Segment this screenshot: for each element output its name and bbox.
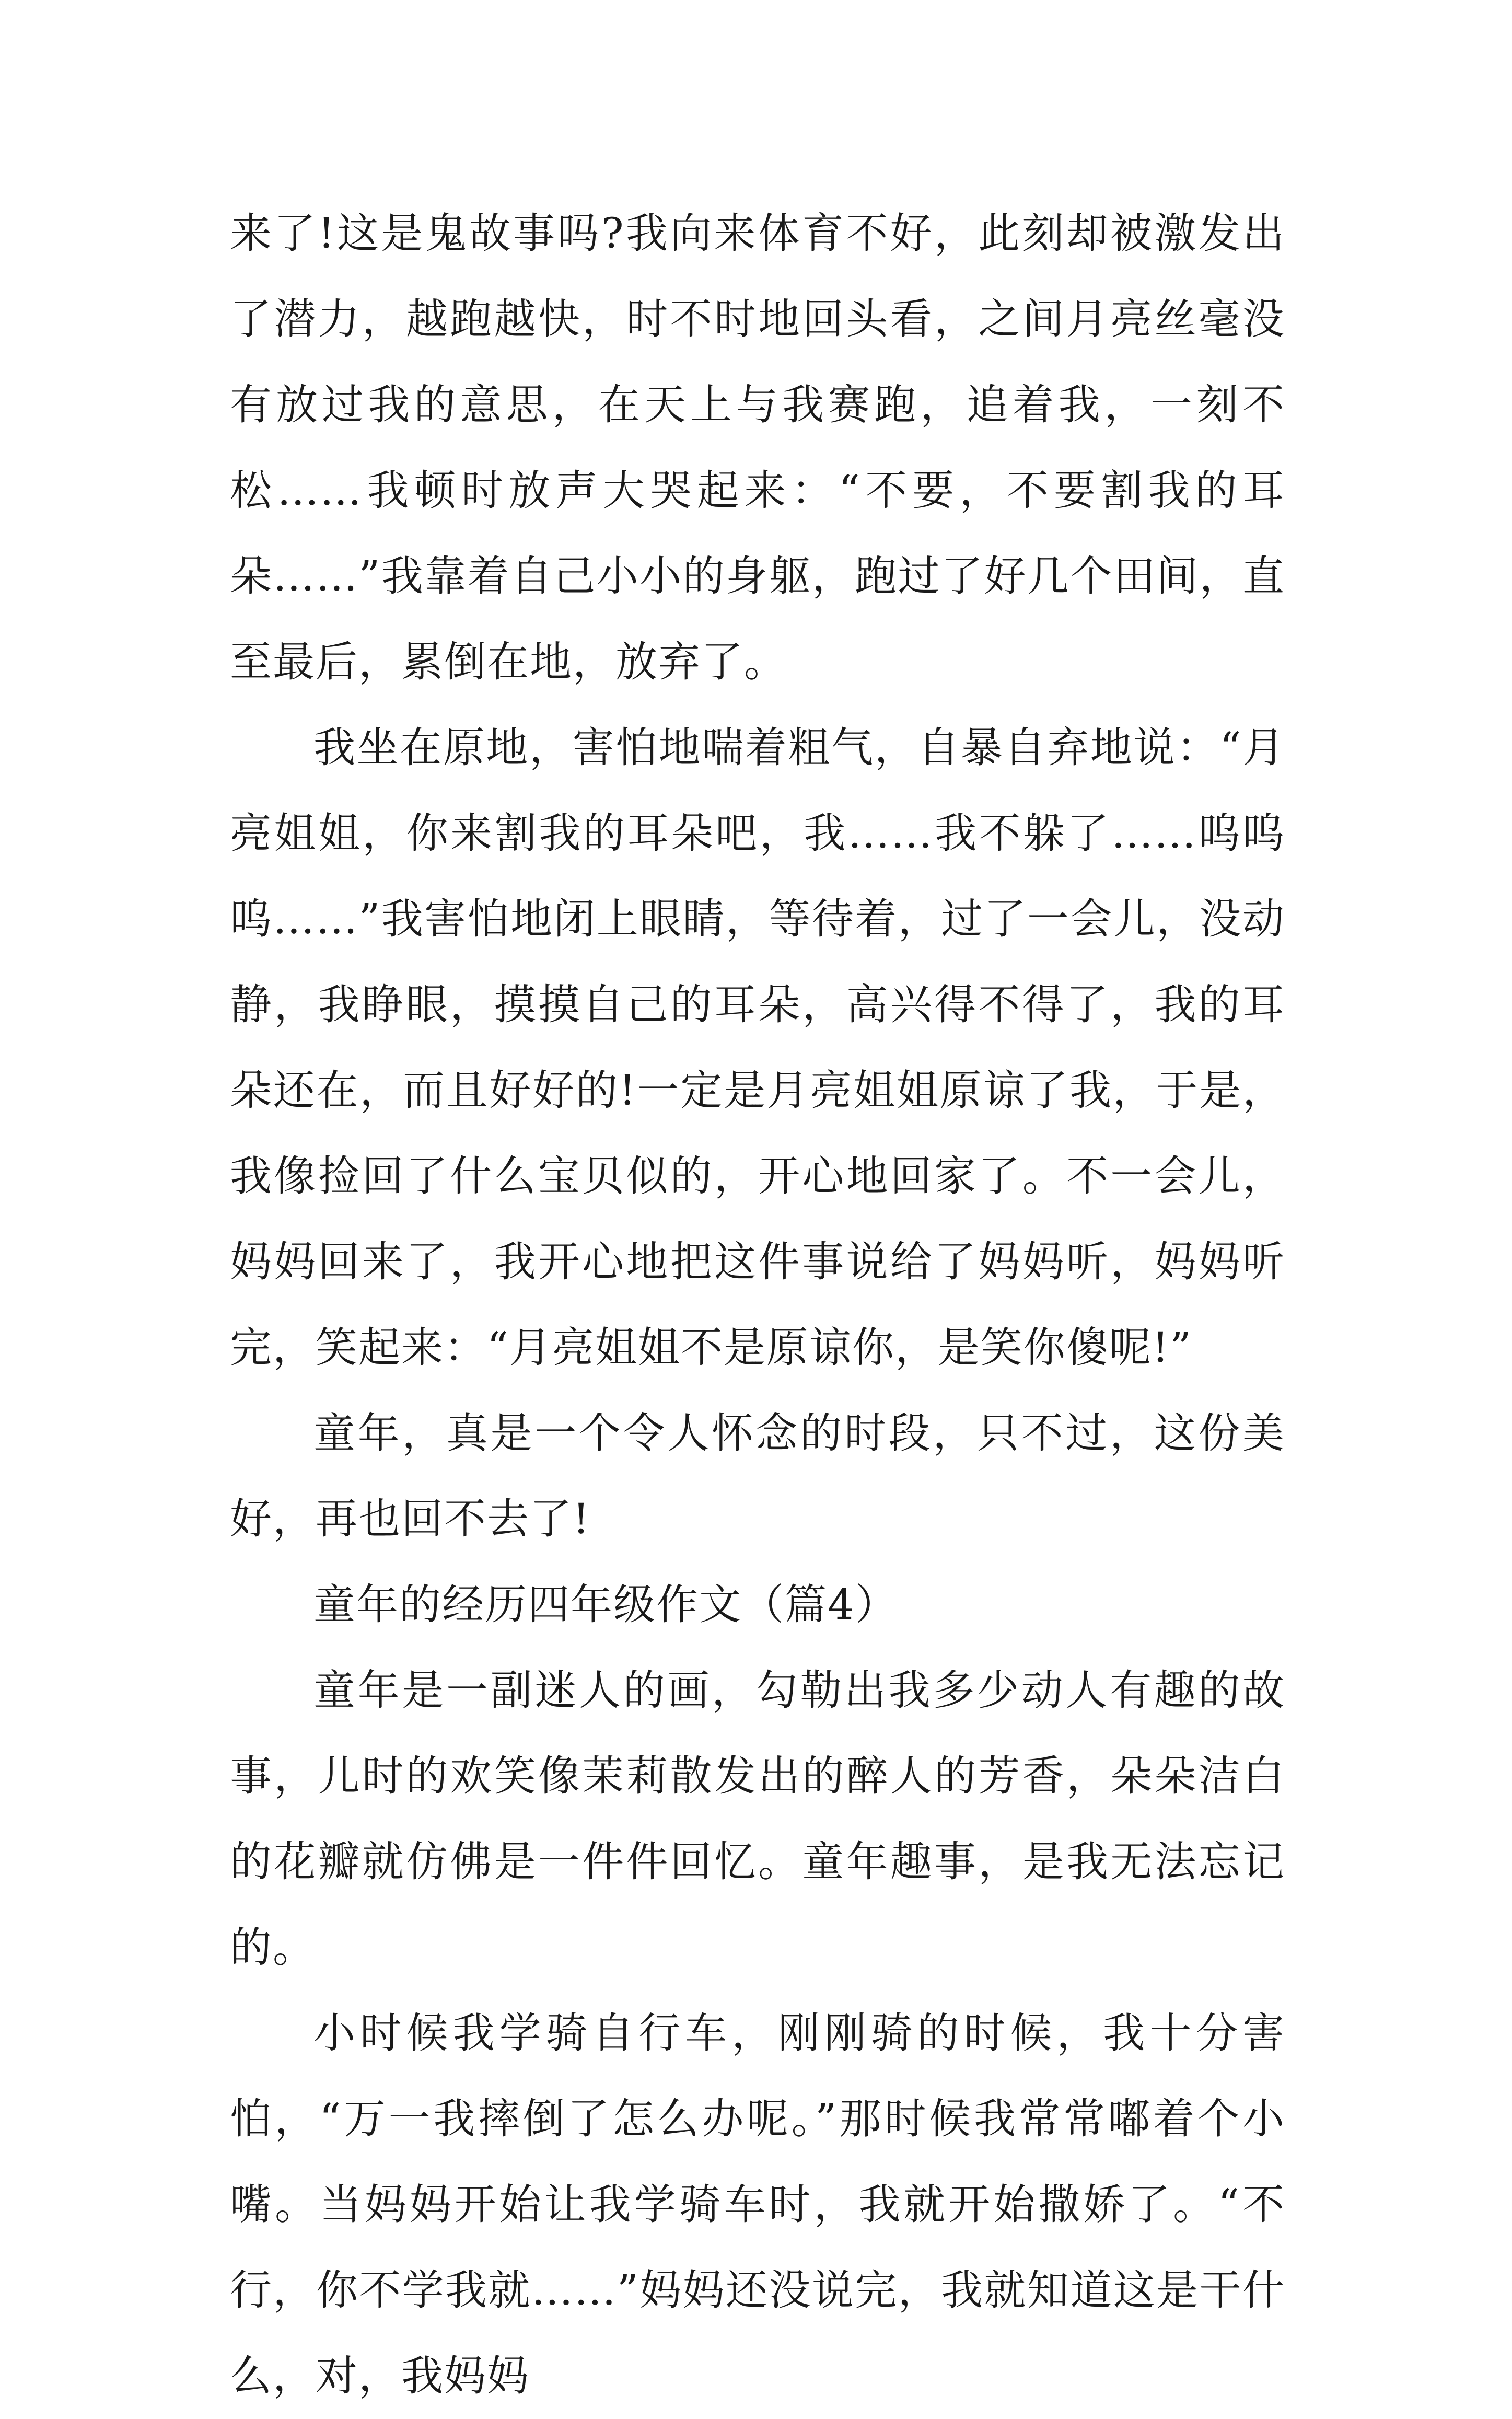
- document-body: [230, 191, 1285, 2419]
- paragraph-sitting-on-ground: 我坐在原地，害怕地喘着粗气，自暴自弃地说：“月亮姐姐，你来割我的耳朵吧，我……我不躲了……呜呜呜……”我害怕地闭上眼睛，等待着，过了一会儿，没动静，我睁眼，摸摸自己的耳朵，高兴得不得了，我的耳朵还在，而且好好的!一定是月亮姐姐原谅了我，于是，我像捡回了什么宝贝似的，开心地回家了。不一会儿，妈妈回来了，我开心地把这件事说给了妈妈听，妈妈听完，笑起来：“月亮姐姐不是原谅你，是笑你傻呢!”: [230, 723, 1285, 1372]
- paragraph-continuation: 来了!这是鬼故事吗?我向来体育不好，此刻却被激发出了潜力，越跑越快，时不时地回头看，之间月亮丝毫没有放过我的意思，在天上与我赛跑，追着我，一刻不松……我顿时放声大哭起来：“不要，不要割我的耳朵……”我靠着自己小小的身躯，跑过了好几个田间，直至最后，累倒在地，放弃了。: [230, 209, 1285, 686]
- paragraph-learning-bicycle: 小时候我学骑自行车，刚刚骑的时候，我十分害怕，“万一我摔倒了怎么办呢。”那时候我常常嘟着个小嘴。当妈妈开始让我学骑车时，我就开始撒娇了。“不行，你不学我就……”妈妈还没说完，我就知道这是干什么，对，我妈妈: [230, 2009, 1285, 2400]
- section-heading: 童年的经历四年级作文（篇4）: [313, 1580, 898, 1629]
- paragraph-childhood-painting: 童年是一副迷人的画，勾勒出我多少动人有趣的故事，儿时的欢笑像茉莉散发出的醉人的芳香，朵朵洁白的花瓣就仿佛是一件件回忆。童年趣事，是我无法忘记的。: [230, 1666, 1285, 1972]
- paragraph-childhood-reflection: 童年，真是一个令人怀念的时段，只不过，这份美好，再也回不去了!: [230, 1409, 1285, 1543]
